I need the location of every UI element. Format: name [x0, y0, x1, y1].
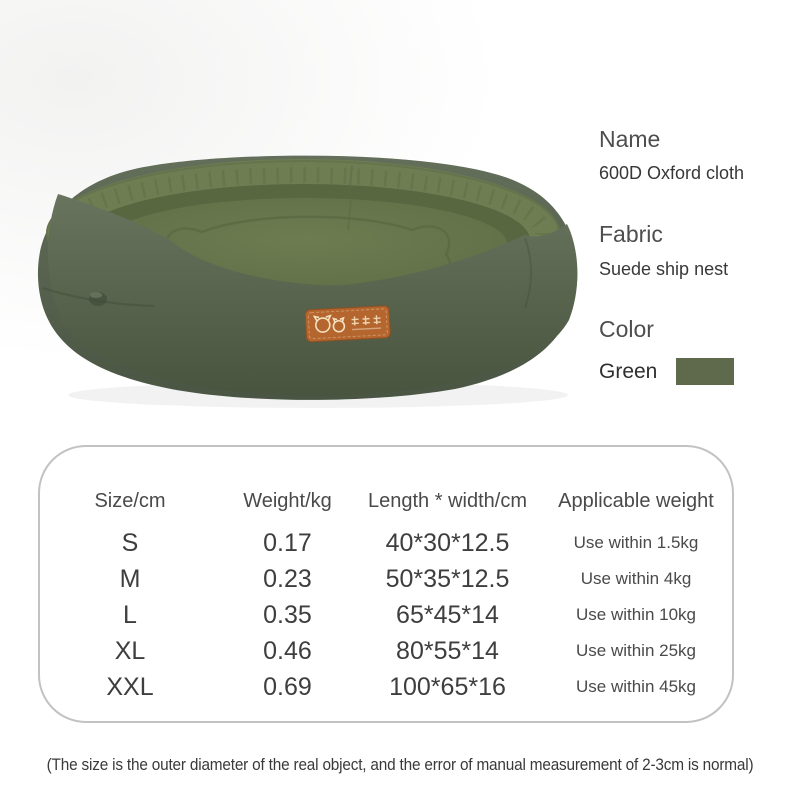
applicable-weight-cell: Use within 4kg	[580, 569, 692, 588]
spec-value-fabric: Suede ship nest	[599, 259, 729, 279]
applicable-weight-cell: Use within 1.5kg	[573, 533, 699, 552]
col-header-applicable: Applicable weight	[558, 489, 714, 512]
weight-cell: 0.23	[263, 564, 312, 593]
dimensions-cell: 40*30*12.5	[385, 528, 510, 557]
measurement-note: (The size is the outer diameter of the real object, and the error of manual measurement of 2-3cm is normal)	[46, 756, 754, 774]
applicable-weight-cell: Use within 25kg	[575, 641, 696, 660]
color-swatch	[676, 358, 734, 385]
spec-value-name: 600D Oxford cloth	[599, 163, 745, 183]
dimensions-cell: 100*65*16	[389, 672, 506, 701]
col-header-weight: Weight/kg	[243, 489, 332, 512]
spec-label-color: Color	[599, 316, 654, 342]
size-cell: M	[119, 564, 141, 593]
col-header-dimensions: Length * width/cm	[368, 489, 527, 512]
pet-bed-illustration	[20, 82, 586, 416]
spec-value-color: Green	[599, 359, 658, 383]
spec-label-fabric: Fabric	[599, 221, 663, 247]
size-cell: S	[121, 528, 139, 557]
color-value-row	[599, 358, 734, 385]
product-photo	[0, 0, 620, 440]
dimensions-cell: 80*55*14	[396, 636, 499, 665]
weight-cell: 0.46	[263, 636, 312, 665]
col-header-size: Size/cm	[94, 489, 166, 512]
dimensions-cell: 50*35*12.5	[385, 564, 510, 593]
applicable-weight-cell: Use within 45kg	[575, 677, 696, 696]
spec-label-name: Name	[599, 126, 661, 152]
weight-cell: 0.35	[263, 600, 312, 629]
size-table	[38, 445, 734, 723]
size-cell: L	[123, 600, 137, 629]
weight-cell: 0.17	[263, 528, 312, 557]
handle-dimple-highlight	[90, 292, 102, 298]
weight-cell: 0.69	[263, 672, 312, 701]
dimensions-cell: 65*45*14	[396, 600, 499, 629]
applicable-weight-cell: Use within 10kg	[575, 605, 696, 624]
size-cell: XXL	[106, 672, 154, 701]
size-cell: XL	[114, 636, 146, 665]
brand-tag	[305, 306, 391, 342]
